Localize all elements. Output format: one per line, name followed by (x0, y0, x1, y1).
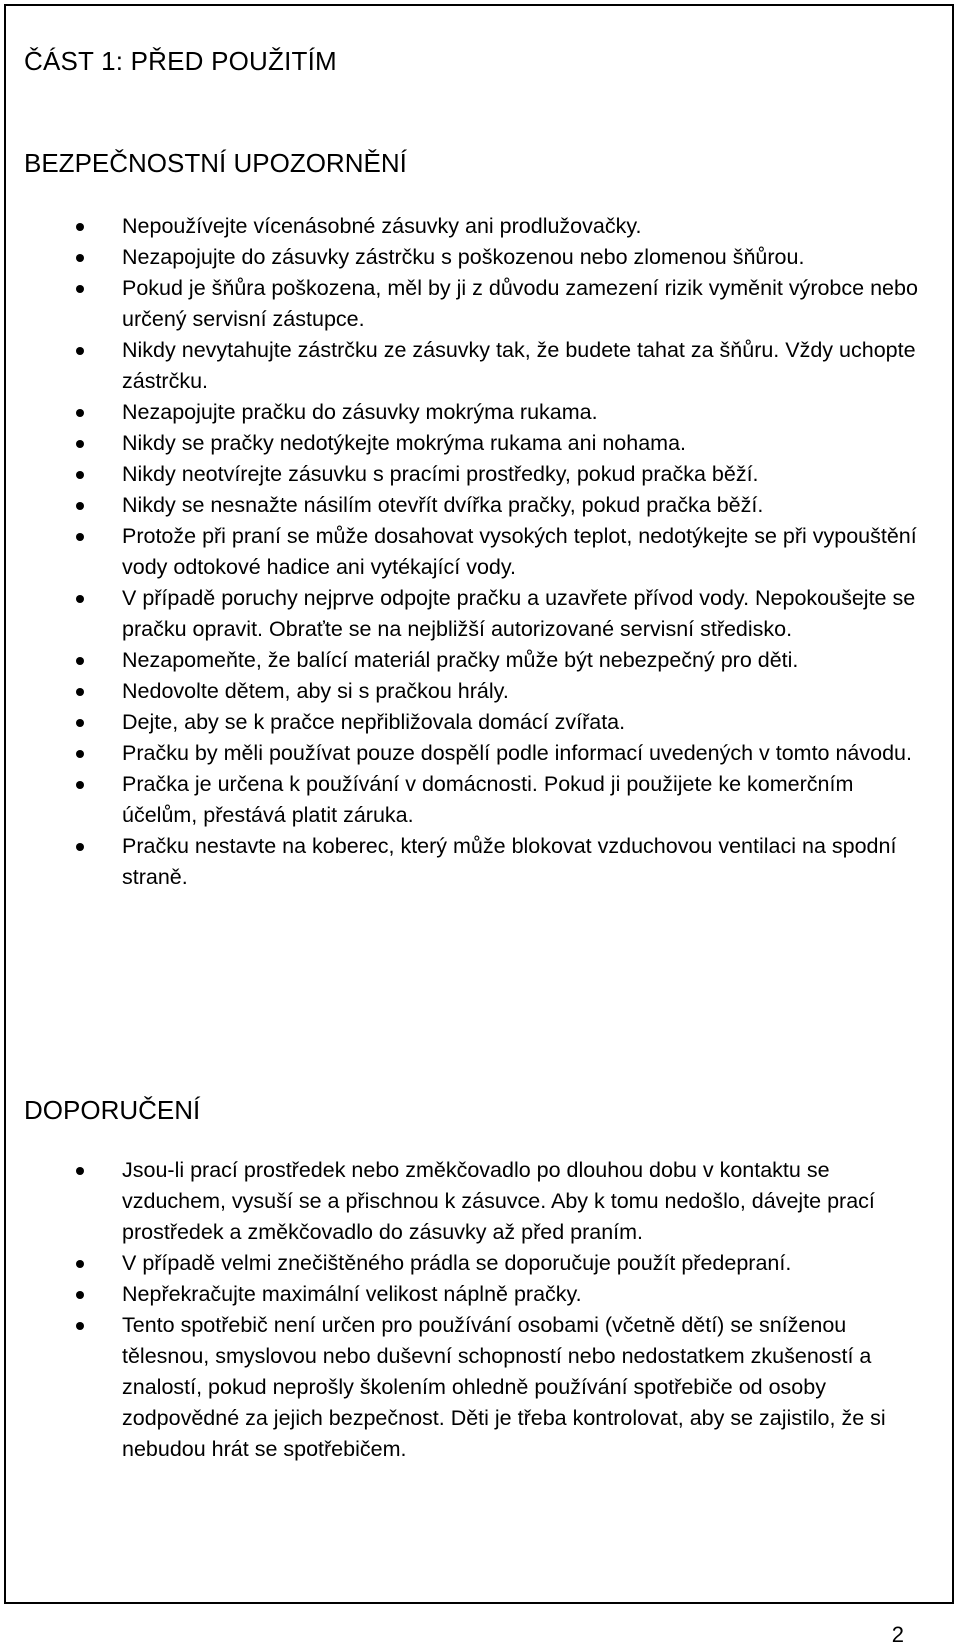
list-item (0, 1155, 940, 1248)
bullet-icon (76, 595, 84, 603)
bullet-icon (76, 347, 84, 355)
bullet-icon (76, 1167, 84, 1175)
list-item-text: V případě velmi znečištěného prádla se doporučuje použít předepraní. (122, 1251, 792, 1275)
list-item-text: Jsou-li prací prostředek nebo změkčovadlo po dlouhou dobu v kontaktu se vzduchem, vysuší se a přischnou k zásuvce. Aby k tomu nedošlo, dávejte prací prostředek a změkčovadlo do zásuvky až před praním. (122, 1158, 875, 1244)
list-item-text: Nikdy se nesnažte násilím otevřít dvířka pračky, pokud pračka běží. (122, 493, 764, 517)
list-item (0, 459, 940, 490)
list-item-text: Nikdy nevytahujte zástrčku ze zásuvky tak, že budete tahat za šňůru. Vždy uchopte zástrčku. (122, 338, 916, 393)
bullet-icon (76, 843, 84, 851)
list-item-text: Pokud je šňůra poškozena, měl by ji z důvodu zamezení rizik vyměnit výrobce nebo určený servisní zástupce. (122, 276, 918, 331)
list-item-text: Nepřekračujte maximální velikost náplně pračky. (122, 1282, 582, 1306)
bullet-icon (76, 719, 84, 727)
page-number-text: 2 (891, 1622, 904, 1647)
safety-heading: BEZPEČNOSTNÍ UPOZORNĚNÍ (24, 148, 407, 178)
list-item-text: Pračku by měli používat pouze dospělí podle informací uvedených v tomto návodu. (122, 741, 912, 765)
safety-list (0, 211, 940, 893)
bullet-icon (76, 688, 84, 696)
list-item (0, 428, 940, 459)
list-item-text: Protože při praní se může dosahovat vysokých teplot, nedotýkejte se při vypouštění vody odtokové hadice ani vytékající vody. (122, 524, 917, 579)
list-item (0, 707, 940, 738)
document-title: ČÁST 1: PŘED POUŽITÍM (24, 46, 337, 76)
list-item-text: Nikdy neotvírejte zásuvku s pracími prostředky, pokud pračka běží. (122, 462, 759, 486)
list-item-text: Nezapojujte pračku do zásuvky mokrýma rukama. (122, 400, 598, 424)
list-item (0, 242, 940, 273)
list-item-text: V případě poruchy nejprve odpojte pračku a uzavřete přívod vody. Nepokoušejte se pračku opravit. Obraťte se na nejbližší autorizované servisní středisko. (122, 586, 916, 641)
bullet-icon (76, 533, 84, 541)
bullet-icon (76, 657, 84, 665)
bullet-icon (76, 471, 84, 479)
list-item (0, 490, 940, 521)
recommendations-list (0, 1155, 940, 1465)
list-item-text: Tento spotřebič není určen pro používání osobami (včetně dětí) se sníženou tělesnou, smyslovou nebo duševní schopností nebo nedostatkem zkušeností a znalostí, pokud neprošly školením ohledně používání spotřebiče od osoby zodpovědné za jejich bezpečnost. Děti je třeba kontrolovat, aby se zajistilo, že si nebudou hrát se spotřebičem. (122, 1313, 886, 1461)
bullet-icon (76, 223, 84, 231)
bullet-icon (76, 285, 84, 293)
list-item-text: Dejte, aby se k pračce nepřibližovala domácí zvířata. (122, 710, 626, 734)
list-item-text: Nikdy se pračky nedotýkejte mokrýma rukama ani nohama. (122, 431, 687, 455)
list-item-text: Nezapomeňte, že balící materiál pračky může být nebezpečný pro děti. (122, 648, 799, 672)
list-item-text: Nepoužívejte vícenásobné zásuvky ani prodlužovačky. (122, 214, 642, 238)
list-item (0, 1279, 940, 1310)
bullet-icon (76, 502, 84, 510)
bullet-icon (76, 781, 84, 789)
list-item (0, 397, 940, 428)
list-item (0, 645, 940, 676)
list-item (0, 273, 940, 335)
bullet-icon (76, 409, 84, 417)
bullet-icon (76, 1260, 84, 1268)
page-number (0, 1622, 904, 1648)
bullet-icon (76, 1322, 84, 1330)
list-item-text: Nedovolte dětem, aby si s pračkou hrály. (122, 679, 509, 703)
list-item-text: Pračka je určena k používání v domácnosti. Pokud ji použijete ke komerčním účelům, přestává platit záruka. (122, 772, 854, 827)
bullet-icon (76, 440, 84, 448)
bullet-icon (76, 750, 84, 758)
list-item (0, 521, 940, 583)
list-item (0, 769, 940, 831)
recommendations-heading: DOPORUČENÍ (24, 1095, 201, 1125)
list-item-text: Nezapojujte do zásuvky zástrčku s poškozenou nebo zlomenou šňůrou. (122, 245, 805, 269)
list-item (0, 738, 940, 769)
list-item (0, 1310, 940, 1465)
bullet-icon (76, 1291, 84, 1299)
bullet-icon (76, 254, 84, 262)
list-item (0, 211, 940, 242)
list-item-text: Pračku nestavte na koberec, který může blokovat vzduchovou ventilaci na spodní straně. (122, 834, 897, 889)
list-item (0, 335, 940, 397)
list-item (0, 1248, 940, 1279)
list-item (0, 583, 940, 645)
list-item (0, 831, 940, 893)
list-item (0, 676, 940, 707)
